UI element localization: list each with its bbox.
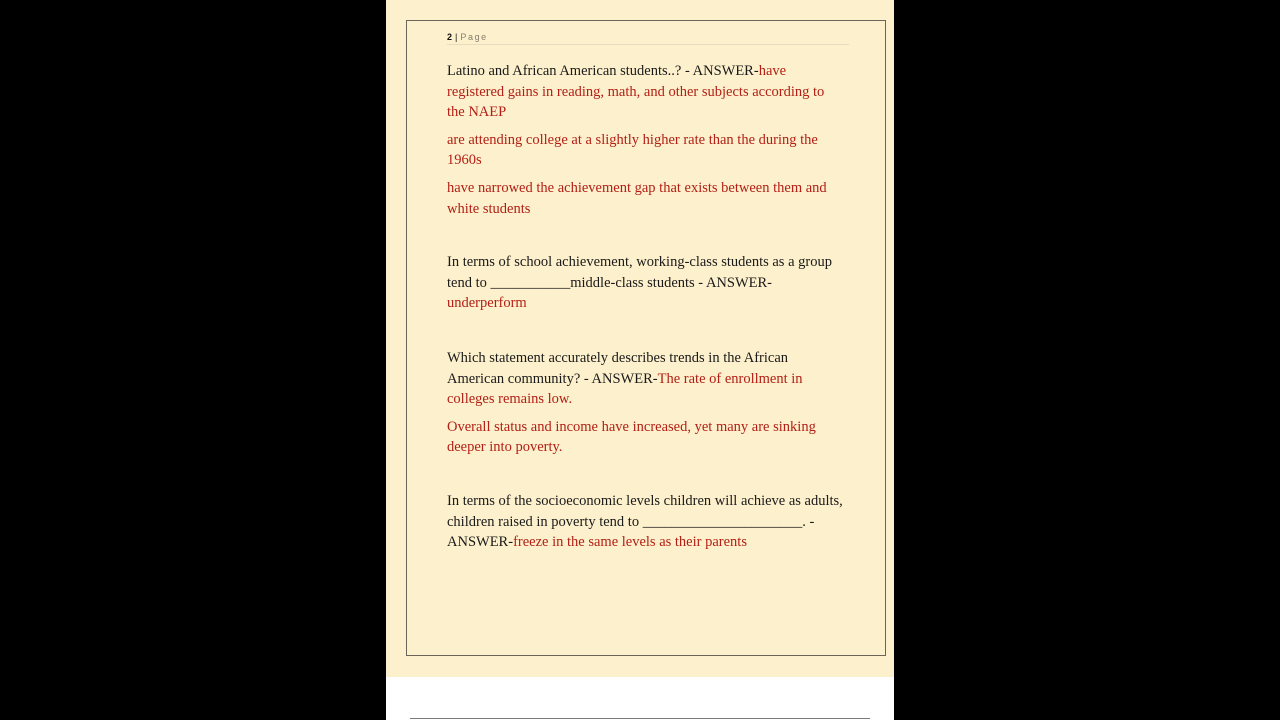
qa-question: Latino and African American students..? - ANSWER- <box>447 63 759 79</box>
qa-answer: are attending college at a slightly higher rate than the during the 1960s <box>447 131 818 169</box>
qa-question-paragraph <box>447 348 845 410</box>
qa-item <box>447 491 845 553</box>
qa-answer: The rate of enrollment in colleges remains low. <box>447 370 803 408</box>
qa-question: Which statement accurately describes trends in the African American community? - ANSWER- <box>447 350 789 387</box>
qa-answer: underperform <box>447 295 527 312</box>
qa-question-paragraph <box>447 252 845 314</box>
qa-answer: have narrowed the achievement gap that exists between them and white students <box>447 179 827 217</box>
page-header-separator: | <box>455 32 458 42</box>
next-page <box>386 677 894 720</box>
qa-question-paragraph <box>447 61 845 123</box>
page-number: 2 <box>447 32 453 42</box>
qa-question-paragraph <box>447 491 845 553</box>
next-page-header-rule <box>410 718 870 719</box>
qa-answer: have registered gains in reading, math, and other subjects according to the NAEP <box>447 63 825 121</box>
page-header <box>447 31 849 45</box>
qa-item <box>447 61 845 219</box>
qa-question: In terms of the socioeconomic levels children will achieve as adults, children raised in poverty tend to ______________________. - ANSWER- <box>447 493 843 551</box>
qa-question: In terms of school achievement, working-class students as a group tend to ___________middle-class students - ANSWER- <box>447 254 832 291</box>
qa-answer: Overall status and income have increased, yet many are sinking deeper into poverty. <box>447 418 816 456</box>
qa-item <box>447 252 845 314</box>
qa-answer: freeze in the same levels as their parents <box>513 534 747 551</box>
document-page <box>386 0 894 677</box>
qa-item <box>447 348 845 458</box>
page-label: Page <box>460 32 488 42</box>
